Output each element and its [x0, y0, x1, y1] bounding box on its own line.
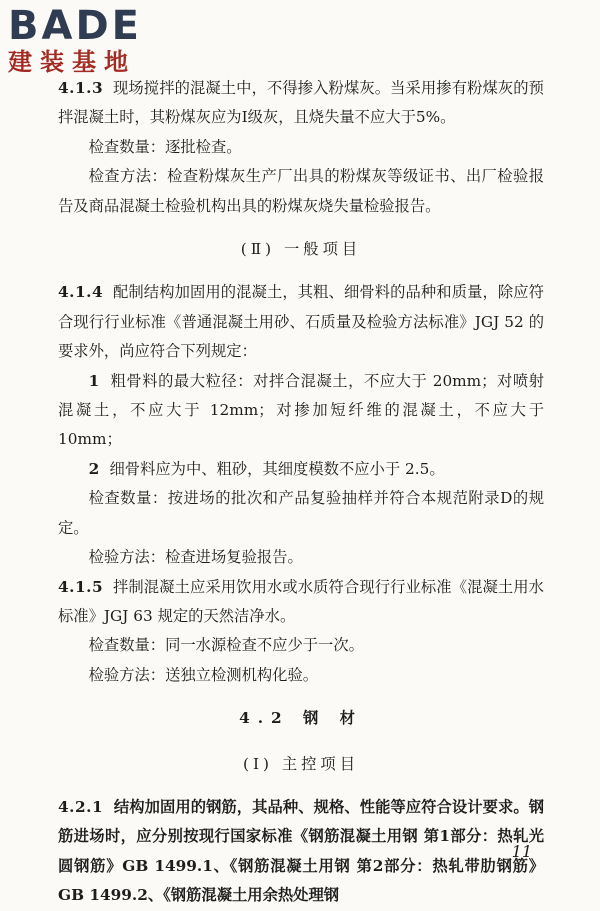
subsection-heading-general: (Ⅱ) 一般项目 [240, 240, 362, 259]
clause-number: 4.2.1 [58, 797, 104, 816]
check-method: 检查方法：检查粉煤灰生产厂出具的粉煤灰等级证书、出厂检验报告及商品混凝土检验机构出具的粉煤灰烧失量检验报告。 [58, 167, 544, 215]
clause-text: 配制结构加固用的混凝土，其粗、细骨料的品种和质量，除应符合现行行业标准《普通混凝土用砂、石质量及检验方法标准》JGJ 52 的要求外，尚应符合下列规定： [58, 283, 544, 361]
clause-text: 拌制混凝土应采用饮用水或水质符合现行行业标准《混凝土用水标准》JGJ 63 规定的天然洁净水。 [58, 577, 544, 625]
clause-text: 结构加固用的钢筋，其品种、规格、性能等应符合设计要求。钢筋进场时，应分别按现行国家标准《钢筋混凝土用钢 第1部分：热轧光圆钢筋》GB 1499.1、《钢筋混凝土用钢 第2部分：热轧带肋钢筋》GB 1499.2、《钢筋混凝土用余热处理钢 [58, 797, 544, 905]
check-method: 检验方法：送独立检测机构化验。 [88, 665, 319, 684]
check-quantity: 检查数量：同一水源检查不应少于一次。 [88, 636, 364, 655]
list-item-number: 2 [88, 459, 100, 478]
section-heading-4-2: 4.2 钢 材 [239, 709, 363, 728]
check-method: 检验方法：检查进场复验报告。 [88, 548, 303, 567]
list-item-number: 1 [88, 371, 100, 390]
clause-number: 4.1.5 [58, 577, 104, 596]
logo-subtitle: 建装基地 [8, 48, 136, 76]
logo-wordmark: BADE [8, 3, 142, 49]
clause-number: 4.1.4 [58, 283, 104, 302]
list-item-1 [58, 367, 544, 455]
document-body [58, 74, 544, 911]
clause-4-1-4 [58, 278, 544, 366]
check-quantity: 检查数量：按进场的批次和产品复验抽样并符合本规范附录D的规定。 [58, 489, 544, 537]
check-quantity: 检查数量：逐批检查。 [88, 137, 242, 156]
site-logo [8, 4, 183, 76]
list-item-text: 粗骨料的最大粒径：对拌合混凝土，不应大于 20mm；对喷射混凝土，不应大于 12mm；对掺加短纤维的混凝土，不应大于 10mm； [58, 371, 544, 449]
clause-4-1-5 [58, 573, 544, 632]
clause-number: 4.1.3 [58, 79, 104, 97]
list-item-2 [58, 455, 544, 484]
subsection-heading-main: (Ⅰ) 主控项目 [242, 754, 360, 773]
list-item-text: 细骨料应为中、粗砂，其细度模数不应小于 2.5。 [109, 459, 445, 478]
clause-4-1-3 [58, 74, 544, 133]
page-number: 11 [511, 842, 532, 861]
clause-text: 现场搅拌的混凝土中，不得掺入粉煤灰。当采用掺有粉煤灰的预拌混凝土时，其粉煤灰应为Ⅰ级灰，且烧失量不应大于5%。 [58, 79, 544, 127]
clause-4-2-1 [58, 793, 544, 911]
